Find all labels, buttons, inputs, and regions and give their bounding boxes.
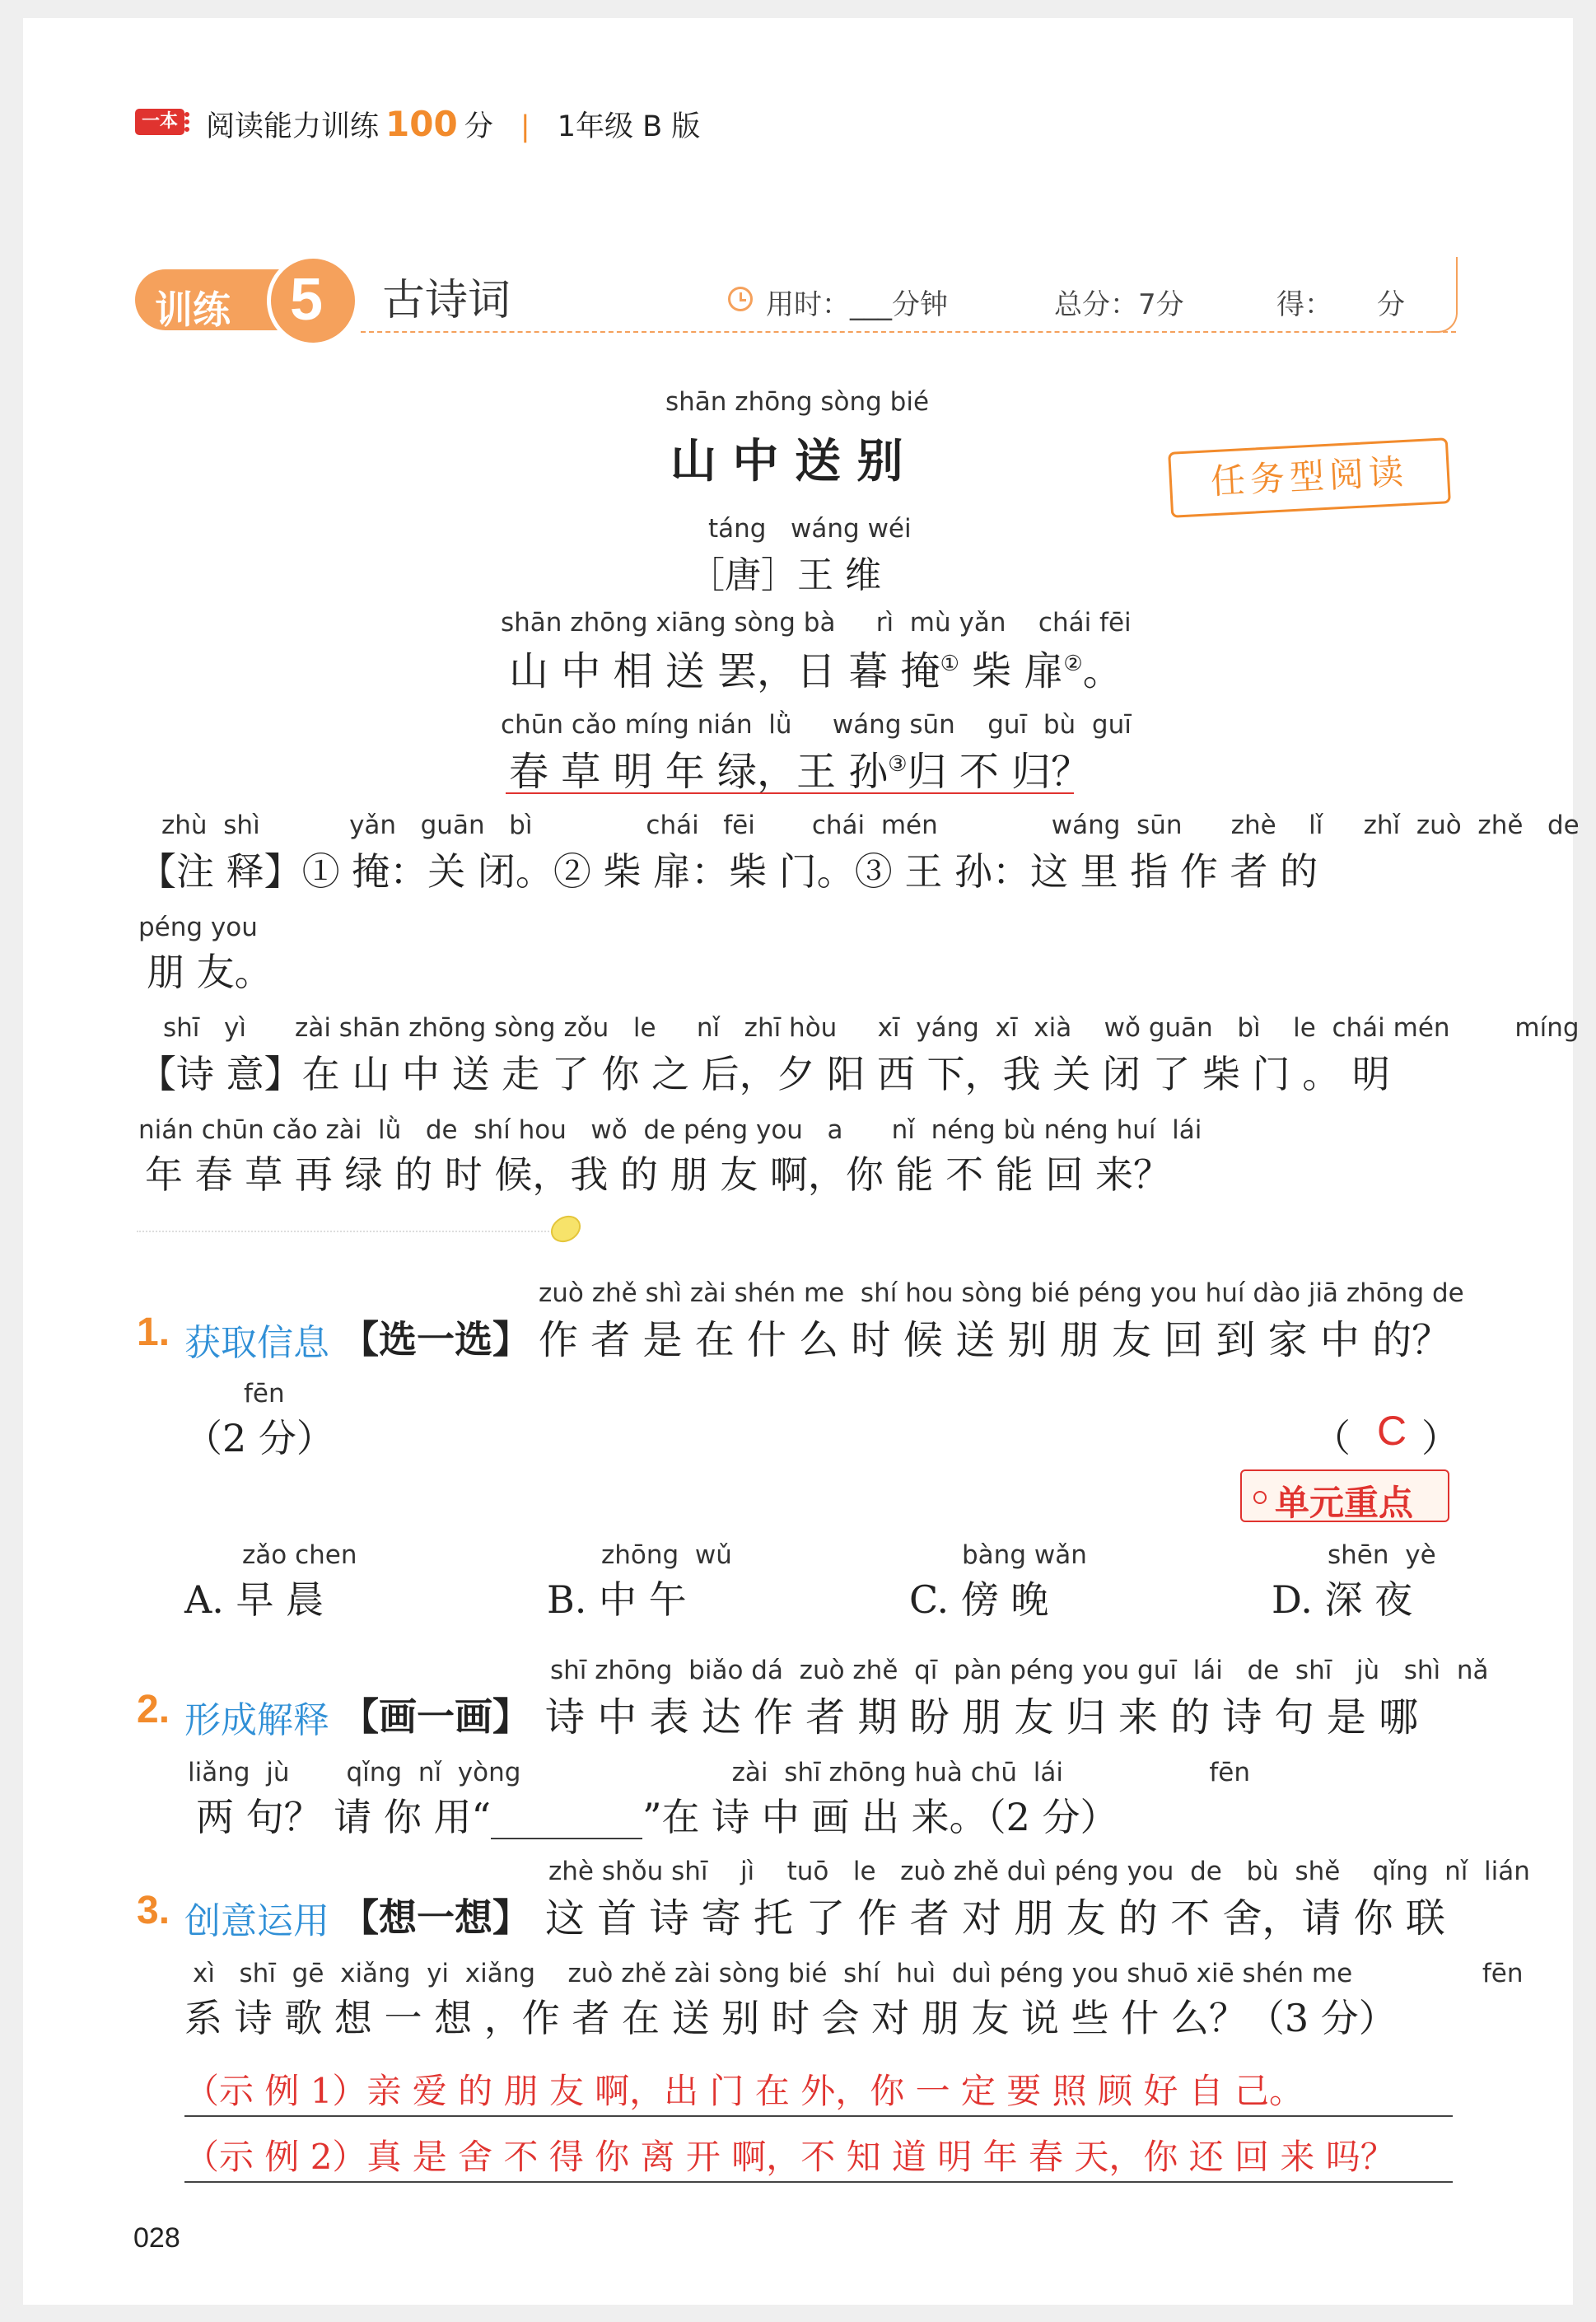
notes-text-1: 【注 释】① 掩：关 闭。② 柴 扉：柴 门。③ 王 孙：这 里 指 作 者 的 xyxy=(138,849,1318,894)
lesson-number: 5 xyxy=(290,267,324,333)
lesson-badge-label: 训练 xyxy=(155,287,231,332)
score-label: 得： xyxy=(1276,288,1332,321)
poem-title: 山 中 送 别 xyxy=(670,434,903,488)
q3-answer-2: （示 例 2）真 是 舍 不 得 你 离 开 啊，不 知 道 明 年 春 天，你 还 回 来 吗？ xyxy=(184,2137,1395,2177)
q2-type: 【画一画】 xyxy=(341,1694,530,1739)
meaning-pinyin-2: nián chūn cǎo zài lǜ de shí hou wǒ de péng you a nǐ néng bù néng huí lái xyxy=(138,1115,1202,1145)
q3-number: 3. xyxy=(137,1889,170,1932)
total-score-label: 总分：7分 xyxy=(1054,288,1184,321)
page xyxy=(23,18,1580,2305)
q3-text-2: 系 诗 歌 想 一 想 ，作 者 在 送 别 时 会 对 朋 友 说 些 什 么？（3 分） xyxy=(184,1996,1397,2040)
q1-number: 1. xyxy=(137,1311,170,1354)
answer-line-2 xyxy=(184,2181,1453,2183)
q1-category: 获取信息 xyxy=(184,1322,329,1364)
q1-answer-bracket-close: ） xyxy=(1421,1416,1459,1460)
poem-line1-tail: 柴 扉 xyxy=(972,648,1064,694)
page-number: 028 xyxy=(133,2222,180,2254)
poem-line1-pinyin: shān zhōng xiāng sòng bà rì mù yǎn chái fēi xyxy=(501,608,1132,638)
q1-option-c-pinyin: bàng wǎn xyxy=(962,1540,1087,1570)
poem-line1-end: 。 xyxy=(1082,648,1122,694)
q3-answer-1: （示 例 1）亲 爱 的 朋 友 啊，出 门 在 外，你 一 定 要 照 顾 好 自 己。 xyxy=(184,2071,1304,2111)
q1-pinyin: zuò zhě shì zài shén me shí hou sòng bié péng you huí dào jiā zhōng de xyxy=(539,1278,1464,1308)
lesson-topic: 古诗词 xyxy=(382,276,511,325)
notes-text-2: 朋 友。 xyxy=(147,950,273,994)
book-title-unit: 分 xyxy=(464,110,493,143)
poem-note-marker-2: ② xyxy=(1063,652,1083,676)
q1-text: 作 者 是 在 什 么 时 候 送 别 朋 友 回 到 家 中 的？ xyxy=(539,1317,1452,1363)
poem-line2-pinyin: chūn cǎo míng nián lǜ wáng sūn guī bù guī xyxy=(501,710,1132,740)
poem-title-pinyin: shān zhōng sòng bié xyxy=(665,387,930,417)
q2-text-2: 两 句？ 请 你 用“________”在 诗 中 画 出 来。（2 分） xyxy=(196,1795,1118,1839)
score-unit: 分 xyxy=(1377,288,1405,321)
book-title-number: 100 xyxy=(385,104,458,144)
q1-option-d[interactable]: D. 深 夜 xyxy=(1272,1577,1413,1622)
grade-label: 1年级 B 版 xyxy=(557,110,701,143)
meaning-text-1: 【诗 意】在 山 中 送 走 了 你 之 后，夕 阳 西 下，我 关 闭 了 柴 门 。 明 xyxy=(138,1052,1390,1096)
clock-icon xyxy=(728,287,753,311)
q3-category: 创意运用 xyxy=(184,1900,329,1942)
publisher-logo xyxy=(135,109,184,135)
q1-answer: C xyxy=(1377,1408,1407,1454)
poem-note-marker-1: ① xyxy=(940,652,959,676)
header-separator: | xyxy=(520,110,530,143)
q1-option-a[interactable]: A. 早 晨 xyxy=(184,1577,324,1622)
q2-text-1: 诗 中 表 达 作 者 期 盼 朋 友 归 来 的 诗 句 是 哪 xyxy=(545,1694,1419,1740)
poem-line1 xyxy=(509,639,1122,696)
q1-score-pinyin: fēn xyxy=(244,1379,285,1409)
poem-line1-text: 山 中 相 送 罢，日 暮 掩 xyxy=(509,648,940,694)
section-divider xyxy=(137,1231,565,1232)
focus-dot-icon xyxy=(1253,1491,1267,1504)
q1-answer-bracket-open: （ xyxy=(1313,1416,1351,1460)
q2-number: 2. xyxy=(137,1688,170,1731)
q1-option-b[interactable]: B. 中 午 xyxy=(547,1577,687,1622)
meaning-pinyin-1: shī yì zài shān zhōng sòng zǒu le nǐ zhī hòu xī yáng xī xià wǒ guān bì le chái mén míng xyxy=(163,1013,1580,1043)
poem-line2-text: 春 草 明 年 绿，王 孙 xyxy=(509,749,889,795)
poem-line2-tail: 归 不 归？ xyxy=(907,749,1091,795)
book-title xyxy=(206,104,700,145)
q3-pinyin-2: xì shī gē xiǎng yi xiǎng zuò zhě zài sòng bié shí huì duì péng you shuō xiē shén me fēn xyxy=(193,1959,1524,1988)
q1-option-a-pinyin: zǎo chen xyxy=(242,1540,357,1570)
lesson-underline xyxy=(361,331,1456,333)
poem-line2 xyxy=(509,740,1090,797)
poem-note-marker-3: ③ xyxy=(888,752,908,777)
notes-pinyin-1: zhù shì yǎn guān bì chái fēi chái mén wáng sūn zhè lǐ zhǐ zuò zhě de xyxy=(161,811,1580,840)
q3-type: 【想一想】 xyxy=(341,1895,530,1940)
q1-type: 【选一选】 xyxy=(341,1317,530,1362)
q1-option-d-pinyin: shēn yè xyxy=(1328,1540,1436,1570)
lemon-icon xyxy=(546,1211,586,1248)
answer-line-1 xyxy=(184,2115,1453,2117)
task-reading-tag xyxy=(1168,437,1451,518)
q2-pinyin-2: liǎng jù qǐng nǐ yòng zài shī zhōng huà chū lái fēn xyxy=(188,1758,1250,1787)
meaning-text-2: 年 春 草 再 绿 的 时 候，我 的 朋 友 啊，你 能 不 能 回 来？ xyxy=(145,1152,1171,1197)
notes-pinyin-2: péng you xyxy=(138,913,258,942)
time-label: 用时：___分钟 xyxy=(766,288,948,321)
q1-option-b-pinyin: zhōng wǔ xyxy=(601,1540,732,1570)
task-reading-tag-text: 任务型阅读 xyxy=(1209,451,1410,502)
logo-text: 一本 xyxy=(141,111,178,132)
q2-category: 形成解释 xyxy=(184,1699,329,1741)
poem-author: ［唐］王 维 xyxy=(688,554,881,596)
unit-focus-tag xyxy=(1240,1469,1449,1522)
logo-accent xyxy=(184,112,196,132)
poem-author-pinyin: táng wáng wéi xyxy=(708,514,912,544)
poem-line2-underline xyxy=(506,792,1074,794)
q3-text-1: 这 首 诗 寄 托 了 作 者 对 朋 友 的 不 舍，请 你 联 xyxy=(545,1895,1445,1941)
lesson-corner xyxy=(1431,257,1458,333)
q1-option-c[interactable]: C. 傍 晚 xyxy=(909,1577,1049,1622)
unit-focus-tag-text: 单元重点 xyxy=(1275,1483,1414,1523)
q3-pinyin-1: zhè shǒu shī jì tuō le zuò zhě duì péng you de bù shě qǐng nǐ lián xyxy=(548,1857,1530,1886)
book-title-text: 阅读能力训练 xyxy=(206,110,380,143)
q2-pinyin-1: shī zhōng biǎo dá zuò zhě qī pàn péng you guī lái de shī jù shì nǎ xyxy=(550,1656,1489,1685)
q1-score: （2 分） xyxy=(184,1416,334,1460)
